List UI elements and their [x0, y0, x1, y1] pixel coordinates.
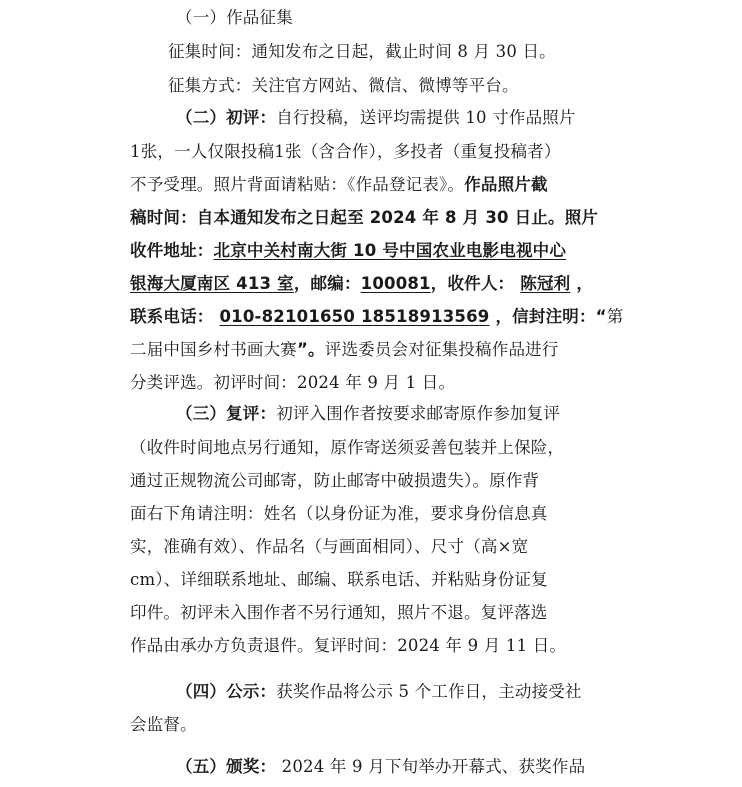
section-1-heading	[176, 6, 742, 30]
deadline-line	[130, 206, 742, 230]
address-label: 收件地址：	[130, 241, 214, 260]
paragraph-text: 1张，一人仅限投稿1张（含合作），多投者（重复投稿者）	[130, 142, 561, 161]
punctuation: ，	[576, 274, 594, 293]
paragraph-text: 实，准确有效）、作品名（与画面相同）、尺寸（高×宽	[130, 537, 529, 556]
paragraph-text: 作品由承办方负责退件。复评时间：2024 年 9 月 11 日。	[130, 636, 567, 655]
address-line-2	[130, 272, 742, 296]
collection-method-text: 征集方式：关注官方网站、微信、微博等平台。	[168, 76, 519, 95]
paragraph-text: 评选委员会对征集投稿作品进行	[324, 340, 559, 359]
phone-value: 010-82101650 18518913569	[219, 307, 490, 326]
bold-text: 作品照片截	[464, 175, 548, 194]
paragraph-line	[130, 338, 742, 362]
paragraph-line	[130, 371, 742, 395]
paragraph-line	[130, 436, 742, 460]
paragraph-line	[130, 713, 742, 737]
section-2-heading: （二）初评：	[176, 108, 277, 127]
phone-label: 联系电话：	[130, 307, 214, 326]
address-room: 银海大厦南区 413 室	[130, 274, 294, 293]
paragraph-text: 通过正规物流公司邮寄，防止邮寄中破损遗失）。原作背	[130, 471, 540, 490]
section-1-heading-text: （一）作品征集	[176, 8, 293, 27]
section-2-first-line	[176, 106, 742, 130]
section-4-heading: （四）公示：	[176, 682, 277, 701]
section-3-first-line	[176, 402, 742, 426]
collection-time-text: 征集时间：通知发布之日起，截止时间 8 月 30 日。	[168, 42, 556, 61]
paragraph-line	[130, 634, 742, 658]
collection-method-line	[168, 74, 742, 98]
address-value: 北京中关村南大街 10 号中国农业电影电视中心	[213, 241, 567, 260]
envelope-label: ，信封注明：“	[495, 307, 607, 326]
section-2-text: 自行投稿，送评均需提供 10 寸作品照片	[276, 108, 576, 127]
recipient-value: 陈冠利	[520, 274, 571, 293]
punctuation: ”。	[297, 340, 325, 359]
paragraph-text: cm）、详细联系地址、邮编、联系电话、并粘贴身份证复	[130, 570, 548, 589]
section-4-first-line	[176, 680, 742, 704]
paragraph-line	[130, 469, 742, 493]
section-5-first-line	[176, 755, 742, 779]
paragraph-text: 分类评选。初评时间：2024 年 9 月 1 日。	[130, 373, 456, 392]
postcode-label: ，邮编：	[293, 274, 361, 293]
recipient-label: ，收件人：	[430, 274, 515, 293]
section-5-heading: （五）颁奖：	[176, 757, 277, 776]
paragraph-line	[130, 502, 742, 526]
address-line	[130, 239, 742, 263]
section-3-text: 初评入围作者按要求邮寄原作参加复评	[276, 404, 561, 423]
phone-line	[130, 305, 742, 329]
paragraph-text: 第	[606, 307, 624, 326]
deadline-text: 稿时间：自本通知发布之日起至 2024 年 8 月 30 日止。照片	[130, 208, 599, 227]
paragraph-text: 印件。初评未入围作者不另行通知，照片不退。复评落选	[130, 603, 548, 622]
paragraph-text: 不予受理。照片背面请粘贴：《作品登记表》。	[130, 175, 465, 194]
paragraph-line	[130, 140, 742, 164]
paragraph-text: 面右下角请注明：姓名（以身份证为准，要求身份信息真	[130, 504, 548, 523]
collection-time-line	[168, 40, 742, 64]
paragraph-line	[130, 601, 742, 625]
paragraph-line	[130, 535, 742, 559]
paragraph-text: （收件时间地点另行通知，原作寄送须妥善包装并上保险，	[130, 438, 565, 457]
section-4-text: 获奖作品将公示 5 个工作日，主动接受社	[276, 682, 582, 701]
section-3-heading: （三）复评：	[176, 404, 277, 423]
postcode-value: 100081	[360, 274, 431, 293]
paragraph-text: 会监督。	[130, 715, 197, 734]
competition-name: 二届中国乡村书画大赛	[130, 340, 297, 359]
paragraph-line	[130, 568, 742, 592]
section-5-text: 2024 年 9 月下旬举办开幕式、获奖作品	[276, 757, 586, 776]
paragraph-line	[130, 173, 742, 197]
